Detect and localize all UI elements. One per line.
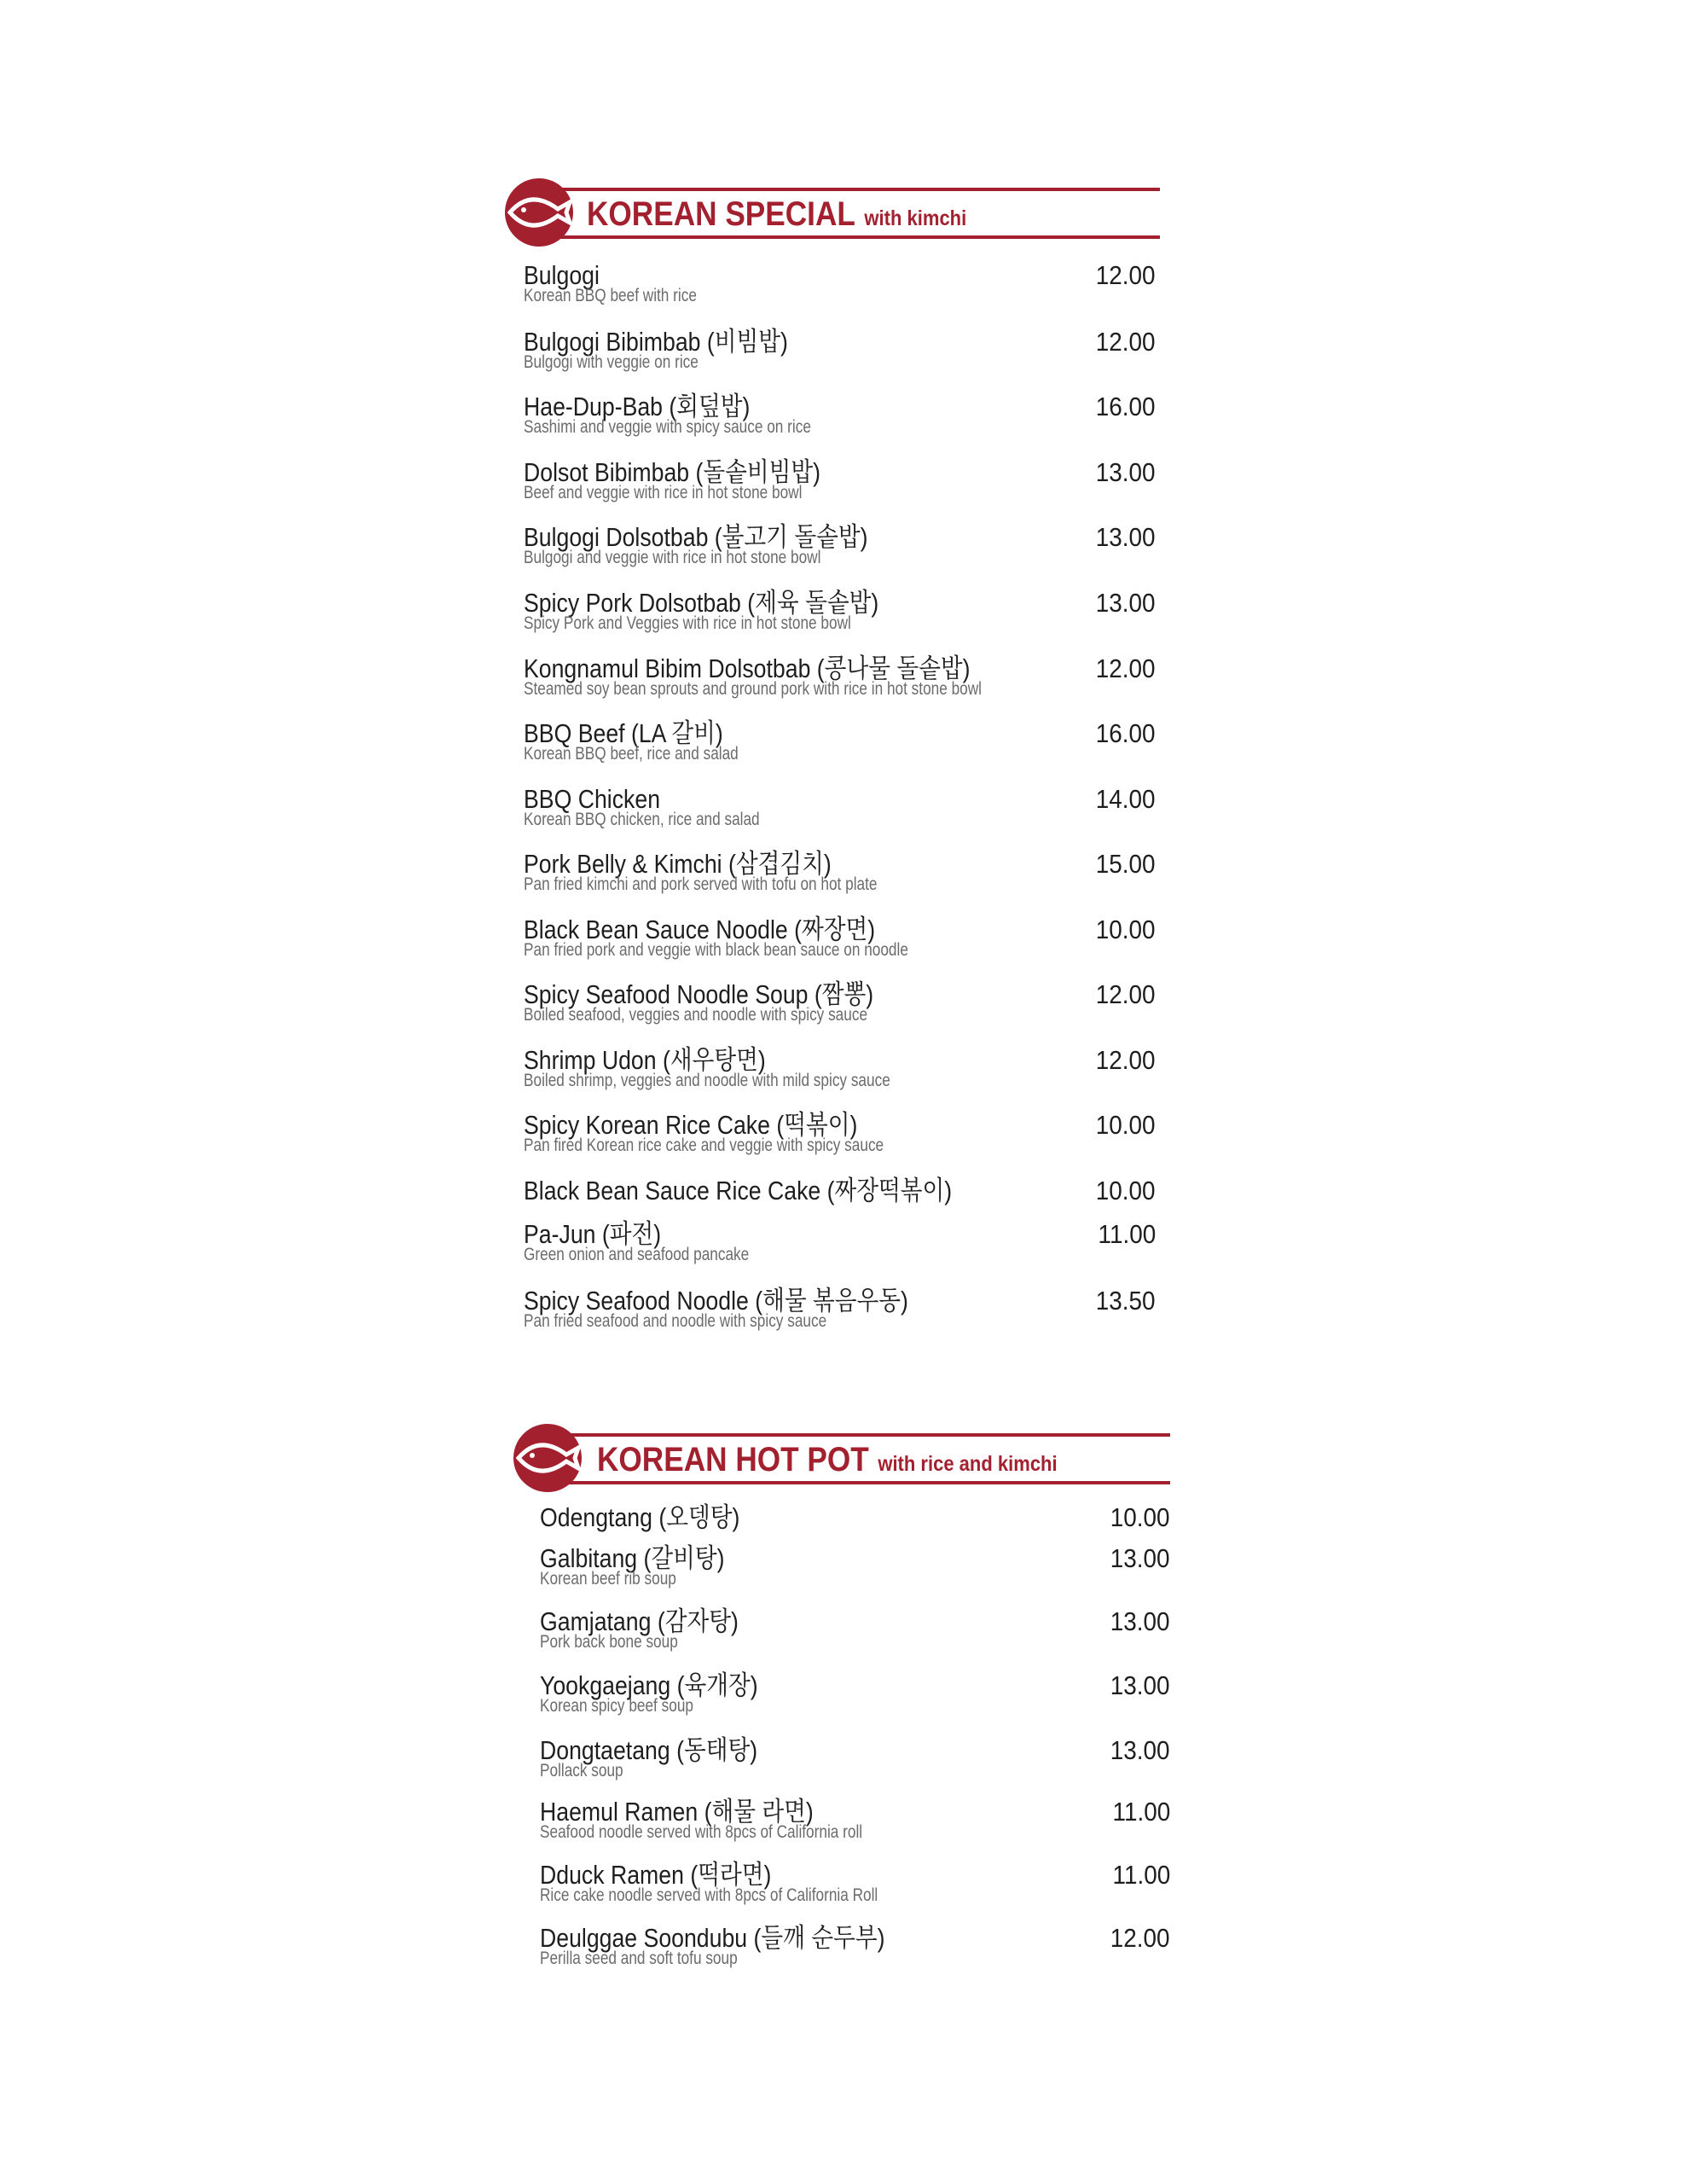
menu-item — [540, 1924, 1170, 1975]
section-subtitle: with rice and kimchi — [878, 1452, 1058, 1476]
section-title-text: KOREAN HOT POT — [597, 1441, 869, 1478]
menu-item-description: Bulgogi and veggie with rice in hot stone bowl — [524, 548, 821, 567]
menu-item-price: 12.00 — [1096, 979, 1156, 1009]
menu-item-price: 12.00 — [1096, 1045, 1156, 1075]
section-title — [597, 1441, 1058, 1483]
menu-item-description: Pan fried seafood and noodle with spicy sauce — [524, 1311, 827, 1331]
menu-item-description: Boiled shrimp, veggies and noodle with mild spicy sauce — [524, 1071, 890, 1090]
menu-item — [524, 980, 1156, 1031]
menu-item — [540, 1607, 1170, 1658]
menu-item — [524, 458, 1156, 509]
section-title — [587, 195, 966, 237]
menu-item-description: Boiled seafood, veggies and noodle with spicy sauce — [524, 1005, 868, 1025]
menu-item — [524, 654, 1156, 706]
menu-item-price: 15.00 — [1096, 849, 1156, 879]
fish-logo-icon — [505, 177, 575, 248]
menu-item-description: Korean BBQ beef, rice and salad — [524, 744, 739, 764]
section-header-korean-hot-pot — [513, 1422, 1174, 1499]
menu-item-name: Hae-Dup-Bab (회덮밥) — [524, 392, 751, 421]
menu-item — [524, 785, 1156, 836]
menu-item-description: Bulgogi with veggie on rice — [524, 352, 699, 372]
menu-item-description: Perilla seed and soft tofu soup — [540, 1949, 738, 1968]
menu-item-name: Spicy Seafood Noodle (해물 볶음우동) — [524, 1286, 908, 1316]
header-rule-top — [539, 188, 1160, 191]
menu-item-description: Pan fried pork and veggie with black bean sauce on noodle — [524, 940, 908, 960]
header-rule-top — [548, 1433, 1170, 1437]
menu-item-name: Pa-Jun (파전) — [524, 1219, 662, 1249]
menu-item-price: 16.00 — [1096, 392, 1156, 421]
menu-item-name: Pork Belly & Kimchi (삼겹김치) — [524, 849, 832, 879]
menu-item-price: 13.00 — [1110, 1606, 1170, 1636]
menu-item — [524, 523, 1156, 574]
menu-item-price: 13.00 — [1096, 457, 1156, 487]
menu-item-price: 13.00 — [1096, 522, 1156, 552]
menu-item-price: 12.00 — [1096, 653, 1156, 683]
menu-item-price: 13.00 — [1096, 588, 1156, 618]
menu-item — [524, 915, 1156, 967]
menu-item — [524, 392, 1156, 444]
menu-item — [524, 1046, 1156, 1097]
menu-item-description: Sashimi and veggie with spicy sauce on rice — [524, 417, 811, 437]
menu-item-price: 13.00 — [1110, 1735, 1170, 1765]
menu-item — [540, 1736, 1170, 1787]
menu-item-price: 10.00 — [1110, 1502, 1170, 1532]
menu-item — [524, 1220, 1156, 1271]
menu-item-description: Seafood noodle served with 8pcs of California roll — [540, 1822, 863, 1842]
menu-item-price: 13.00 — [1110, 1670, 1170, 1700]
menu-item-name: BBQ Chicken — [524, 784, 661, 814]
menu-item-description: Steamed soy bean sprouts and ground pork with rice in hot stone bowl — [524, 679, 983, 699]
menu-item-name: Kongnamul Bibim Dolsotbab (콩나물 돌솥밥) — [524, 653, 971, 683]
menu-item-price: 13.50 — [1096, 1286, 1156, 1316]
section-subtitle: with kimchi — [864, 206, 967, 230]
menu-item-name: Black Bean Sauce Noodle (짜장면) — [524, 915, 876, 944]
menu-item-description: Korean spicy beef soup — [540, 1696, 693, 1716]
menu-item — [524, 589, 1156, 640]
menu-item-description: Rice cake noodle served with 8pcs of California Roll — [540, 1885, 878, 1905]
menu-item-description: Korean BBQ chicken, rice and salad — [524, 810, 760, 829]
menu-item-price: 10.00 — [1096, 915, 1156, 944]
menu-item-name: Spicy Seafood Noodle Soup (짬뽕) — [524, 979, 874, 1009]
menu-item — [540, 1861, 1170, 1912]
menu-item — [540, 1798, 1170, 1849]
menu-item — [540, 1671, 1170, 1722]
menu-item-name: Shrimp Udon (새우탕면) — [524, 1045, 766, 1075]
menu-item — [524, 261, 1156, 312]
menu-item-description: Beef and veggie with rice in hot stone bowl — [524, 483, 803, 502]
menu-item-name: Dolsot Bibimbab (돌솥비빔밥) — [524, 457, 821, 487]
menu-item — [540, 1544, 1170, 1595]
menu-item-name: Galbitang (갈비탕) — [540, 1543, 725, 1573]
section-title-text: KOREAN SPECIAL — [587, 195, 855, 233]
menu-item-price: 10.00 — [1096, 1176, 1156, 1205]
menu-item-price: 16.00 — [1096, 718, 1156, 748]
menu-item-description: Pollack soup — [540, 1761, 623, 1780]
menu-item-name: Dongtaetang (동태탕) — [540, 1735, 758, 1765]
menu-item — [524, 1111, 1156, 1162]
menu-item-name: Gamjatang (감자탕) — [540, 1606, 739, 1636]
menu-item-name: Deulggae Soondubu (들깨 순두부) — [540, 1923, 885, 1953]
menu-item-price: 12.00 — [1096, 327, 1156, 357]
menu-item — [524, 719, 1156, 770]
menu-item-description: Spicy Pork and Veggies with rice in hot stone bowl — [524, 613, 851, 633]
menu-item-price: 13.00 — [1110, 1543, 1170, 1573]
menu-item-price: 14.00 — [1096, 784, 1156, 814]
menu-item-name: Bulgogi Dolsotbab (불고기 돌솥밥) — [524, 522, 868, 552]
menu-item-description: Pan fired Korean rice cake and veggie with spicy sauce — [524, 1136, 884, 1155]
menu-item — [524, 328, 1156, 379]
menu-item-price: 12.00 — [1110, 1923, 1170, 1953]
menu-item-name: Spicy Pork Dolsotbab (제육 돌솥밥) — [524, 588, 879, 618]
fish-logo-icon — [513, 1422, 583, 1494]
menu-item-name: Yookgaejang (육개장) — [540, 1670, 758, 1700]
menu-item-name: Odengtang (오뎅탕) — [540, 1502, 740, 1532]
menu-item-description: Pan fried kimchi and pork served with tofu on hot plate — [524, 874, 878, 894]
menu-item-name: Dduck Ramen (떡라면) — [540, 1860, 772, 1890]
menu-item-description: Korean BBQ beef with rice — [524, 286, 697, 305]
section-header-korean-special — [505, 177, 1162, 253]
menu-item-price: 11.00 — [1098, 1219, 1156, 1249]
menu-item-name: Bulgogi Bibimbab (비빔밥) — [524, 327, 788, 357]
menu-item — [524, 850, 1156, 901]
menu-item-name: Haemul Ramen (해물 라면) — [540, 1797, 814, 1827]
menu-item — [524, 1287, 1156, 1338]
menu-item-price: 11.00 — [1112, 1860, 1170, 1890]
menu-item-price: 12.00 — [1096, 260, 1156, 290]
menu-item-description: Pork back bone soup — [540, 1632, 678, 1652]
menu-item-name: Black Bean Sauce Rice Cake (짜장떡볶이) — [524, 1176, 953, 1205]
menu-item-price: 11.00 — [1112, 1797, 1170, 1827]
menu-item-name: Spicy Korean Rice Cake (떡볶이) — [524, 1110, 858, 1140]
menu-item-description: Green onion and seafood pancake — [524, 1245, 750, 1264]
menu-item-name: Bulgogi — [524, 260, 600, 290]
menu-item-name: BBQ Beef (LA 갈비) — [524, 718, 723, 748]
menu-item-description: Korean beef rib soup — [540, 1569, 676, 1589]
menu-item-price: 10.00 — [1096, 1110, 1156, 1140]
